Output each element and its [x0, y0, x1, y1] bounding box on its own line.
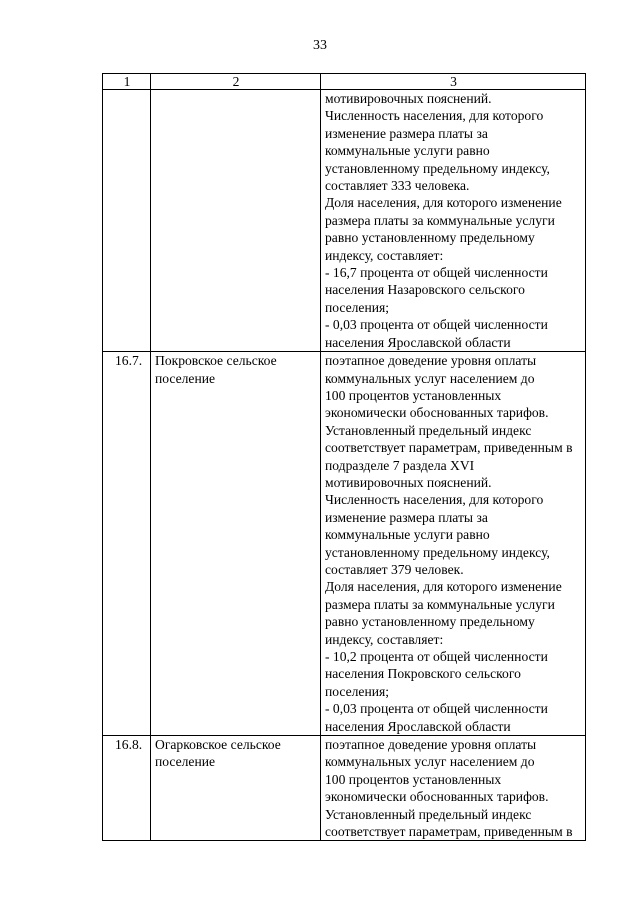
settlement-name — [151, 90, 321, 352]
column-header-1: 1 — [103, 74, 151, 90]
page-number: 33 — [313, 38, 327, 53]
document-table — [102, 73, 586, 841]
row-number: 16.7. — [103, 352, 151, 736]
column-header-2: 2 — [151, 74, 321, 90]
table-row — [103, 736, 586, 841]
table-header-row — [103, 74, 586, 90]
settlement-name: Покровское сельское поселение — [151, 352, 321, 736]
row-description: мотивировочных пояснений. Численность населения, для которого изменение размера платы за коммунальные услуги равно установленному предельному индексу, составляет 333 человека. Доля населения, для которого изменение размера платы за коммунальные услуги равно установленному предельному индексу, составляет: - 16,7 процента от общей численности населения Назаровского сельского поселения; - 0,03 процента от общей численности населения Ярославской области — [321, 90, 586, 352]
table-row — [103, 90, 586, 352]
settlement-name: Огарковское сельское поселение — [151, 736, 321, 841]
table-row — [103, 352, 586, 736]
column-header-3: 3 — [321, 74, 586, 90]
row-number — [103, 90, 151, 352]
row-description: поэтапное доведение уровня оплаты коммунальных услуг населением до 100 процентов установленных экономически обоснованных тарифов. Установленный предельный индекс соответствует параметрам, приведенным в подразделе 7 раздела XVI мотивировочных пояснений. Численность населения, для которого изменение размера платы за коммунальные услуги равно установленному предельному индексу, составляет 379 человек. Доля населения, для которого изменение размера платы за коммунальные услуги равно установленному предельному индексу, составляет: - 10,2 процента от общей численности населения Покровского сельского поселения; - 0,03 процента от общей численности населения Ярославской области — [321, 352, 586, 736]
row-description: поэтапное доведение уровня оплаты коммунальных услуг населением до 100 процентов установленных экономически обоснованных тарифов. Установленный предельный индекс соответствует параметрам, приведенным в — [321, 736, 586, 841]
row-number: 16.8. — [103, 736, 151, 841]
